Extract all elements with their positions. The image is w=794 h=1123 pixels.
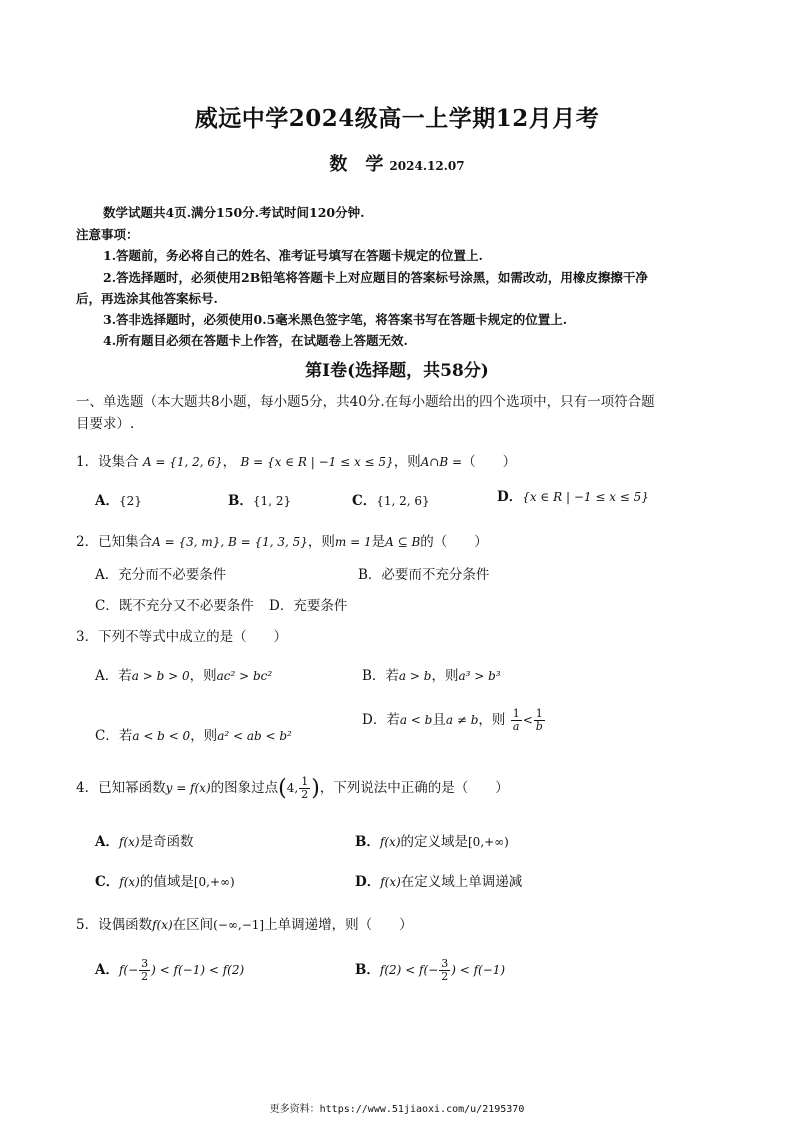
- denominator: 2: [141, 970, 149, 983]
- numerator: 3: [441, 957, 449, 970]
- q3-text: 下列不等式中成立的是（ ）: [98, 629, 288, 645]
- option-expr-pre: f(−: [118, 963, 139, 977]
- subject-name: 数 学: [329, 154, 384, 175]
- q3-d-4: a ≠ b: [445, 713, 479, 727]
- q4-text-1: 已知幂函数: [98, 780, 166, 796]
- q3-c-4: a² < ab < b²: [217, 729, 292, 743]
- option-label: A．: [95, 962, 119, 978]
- numerator: 3: [141, 957, 149, 970]
- denominator: 2: [301, 788, 309, 801]
- q3-a-3: ，则: [189, 668, 217, 684]
- q4-option-c: [95, 870, 235, 890]
- question-3-stem: [76, 625, 287, 645]
- q3-a-2: a > b > 0: [131, 669, 190, 683]
- q4-text-2: 的图象过点: [210, 780, 279, 796]
- question-number: 1．: [76, 454, 99, 470]
- q2-condition: m = 1: [334, 535, 372, 549]
- option-label: B．: [355, 834, 380, 850]
- q2-sets: A = {3, m}, B = {1, 3, 5}: [152, 535, 308, 549]
- q3-a-1: A．若: [95, 668, 132, 684]
- note-2b: 后，再选涂其他答案标号.: [76, 291, 218, 306]
- q3-b-3: ，则: [431, 668, 459, 684]
- q1-option-a: [95, 489, 142, 509]
- question-4-stem: [76, 776, 509, 801]
- question-1-stem: [76, 450, 516, 470]
- subject-line: [0, 150, 794, 176]
- option-label: D．: [497, 489, 523, 505]
- question-number: 5．: [76, 917, 99, 933]
- option-label: C．: [95, 874, 120, 890]
- q1-text-2: ，则: [393, 454, 421, 470]
- q4-option-d: [355, 870, 522, 890]
- q3-c-2: a < b < 0: [132, 729, 191, 743]
- option-label: D．: [355, 874, 381, 890]
- option-text: 的定义域是: [400, 834, 468, 850]
- less-than: <: [522, 713, 533, 727]
- note-1: 1.答题前，务必将自己的姓名、准考证号填写在答题卡规定的位置上.: [103, 248, 483, 263]
- exam-intro: 数学试题共4页.满分150分.考试时间120分钟.: [103, 205, 365, 220]
- option-function: f(x): [119, 875, 140, 889]
- option-text: 是奇函数: [139, 834, 194, 850]
- option-label: C．: [352, 493, 377, 509]
- denominator: 2: [441, 970, 449, 983]
- option-text: 在定义域上单调递减: [400, 874, 523, 890]
- option-value: {1, 2}: [252, 494, 292, 508]
- q2-option-c: C．既不充分又不必要条件: [95, 598, 254, 614]
- exam-date: 2024.12.07: [389, 159, 465, 173]
- option-value: {2}: [118, 494, 142, 508]
- q3-b-2: a > b: [398, 669, 432, 683]
- q1-set-a: A = {1, 2, 6}: [142, 455, 223, 469]
- option-function: f(x): [380, 875, 401, 889]
- fraction: [139, 958, 150, 983]
- question-number: 2．: [76, 534, 99, 550]
- q3-c-3: ，则: [190, 728, 218, 744]
- q1-sep: ，: [222, 454, 237, 470]
- q5-interval: (−∞,−1]: [213, 918, 265, 932]
- q5-text-2: 在区间: [172, 917, 214, 933]
- q1-option-d: [497, 485, 649, 505]
- numerator: 1: [512, 707, 520, 720]
- q1-option-b: [228, 489, 291, 509]
- q4-function: y = f(x): [165, 781, 211, 795]
- footer-link[interactable]: 更多资料：https://www.51jiaoxi.com/u/2195370: [269, 1104, 525, 1115]
- question-number: 4．: [76, 780, 99, 796]
- paren-open: (: [278, 776, 287, 801]
- q3-b-4: a³ > b³: [458, 669, 501, 683]
- option-function: f(x): [379, 835, 401, 849]
- q1-text-3: （ ）: [462, 454, 517, 470]
- fraction: [511, 708, 522, 733]
- q1-option-c: [352, 489, 430, 509]
- q4-point-x: 4,: [286, 781, 299, 795]
- section-desc-1: 一、单选题（本大题共8小题，每小题5分，共40分.在每小题给出的四个选项中，只有一项符合题: [76, 394, 655, 410]
- question-5-stem: [76, 913, 413, 933]
- option-text: 的值域是: [139, 874, 194, 890]
- q2-text-3: 是: [371, 534, 386, 550]
- q4-text-3: ，下列说法中正确的是（ ）: [319, 780, 509, 796]
- fraction: [439, 958, 450, 983]
- q2-relation: A ⊆ B: [385, 535, 421, 549]
- section-title: 第Ⅰ卷(选择题，共58分): [305, 361, 489, 381]
- q3-option-d: [362, 708, 546, 733]
- option-value: {x ∈ R | −1 ≤ x ≤ 5}: [522, 490, 649, 504]
- q2-text-4: 的（ ）: [420, 534, 488, 550]
- q5-option-a: [95, 958, 244, 983]
- q1-set-b: B = {x ∈ R | −1 ≤ x ≤ 5}: [240, 455, 394, 469]
- q3-a-4: ac² > bc²: [216, 669, 273, 683]
- option-value: [0,+∞): [193, 875, 235, 889]
- option-label: B．: [355, 962, 380, 978]
- q2-option-d: D．充要条件: [269, 598, 348, 614]
- q2-option-a: A．充分而不必要条件: [95, 567, 227, 583]
- question-number: 3．: [76, 629, 99, 645]
- option-value: [0,+∞): [468, 835, 509, 849]
- q1-text-1: 设集合: [98, 454, 139, 470]
- option-label: B．: [228, 493, 253, 509]
- note-3: 3.答非选择题时，必须使用0.5毫米黑色签字笔，将答案书写在答题卡规定的位置上.: [103, 312, 568, 327]
- denominator: a: [512, 720, 520, 733]
- question-2-stem: [76, 530, 488, 550]
- notes-heading: 注意事项：: [76, 227, 139, 242]
- q5-text-1: 设偶函数: [98, 917, 153, 933]
- q5-option-b: [355, 958, 505, 983]
- numerator: 1: [534, 708, 545, 721]
- q3-option-a: [95, 664, 272, 684]
- q3-c-1: C．若: [95, 728, 133, 744]
- q3-b-1: B．若: [362, 668, 399, 684]
- numerator: 1: [301, 775, 309, 788]
- q3-option-c: [95, 724, 292, 744]
- fraction: [299, 776, 310, 801]
- q3-d-5: ，则: [478, 712, 506, 728]
- q3-d-2: a < b: [399, 713, 433, 727]
- exam-title: 威远中学2024级高一上学期12月月考: [194, 105, 600, 132]
- q3-d-1: D．若: [362, 712, 400, 728]
- note-2a: 2.答选择题时，必须使用2B铅笔将答题卡上对应题目的答案标号涂黑，如需改动，用橡皮擦擦干净: [103, 270, 648, 285]
- option-value: {1, 2, 6}: [376, 494, 430, 508]
- q2-text-2: ，则: [307, 534, 335, 550]
- q5-function: f(x): [152, 918, 173, 932]
- option-function: f(x): [118, 835, 140, 849]
- option-label: A．: [95, 834, 119, 850]
- fraction: [534, 708, 545, 733]
- section-desc-2: 目要求）.: [76, 416, 135, 432]
- q5-text-3: 上单调递增，则（ ）: [264, 917, 413, 933]
- option-label: A．: [95, 493, 119, 509]
- q3-option-b: [362, 664, 501, 684]
- option-expr-pre: f(2) < f(−: [379, 963, 439, 977]
- denominator: b: [535, 720, 543, 733]
- q2-text-1: 已知集合: [98, 534, 153, 550]
- q4-option-a: [95, 830, 194, 850]
- option-expr-post: ) < f(−1) < f(2): [151, 963, 245, 977]
- paren-close: ): [311, 776, 320, 801]
- q3-d-3: 且: [432, 712, 446, 728]
- q2-option-b: B．必要而不充分条件: [358, 567, 490, 583]
- note-4: 4.所有题目必须在答题卡上作答，在试题卷上答题无效.: [103, 333, 408, 348]
- option-expr-post: ) < f(−1): [451, 963, 506, 977]
- q4-option-b: [355, 830, 509, 850]
- q1-expr: A∩B =: [420, 455, 463, 469]
